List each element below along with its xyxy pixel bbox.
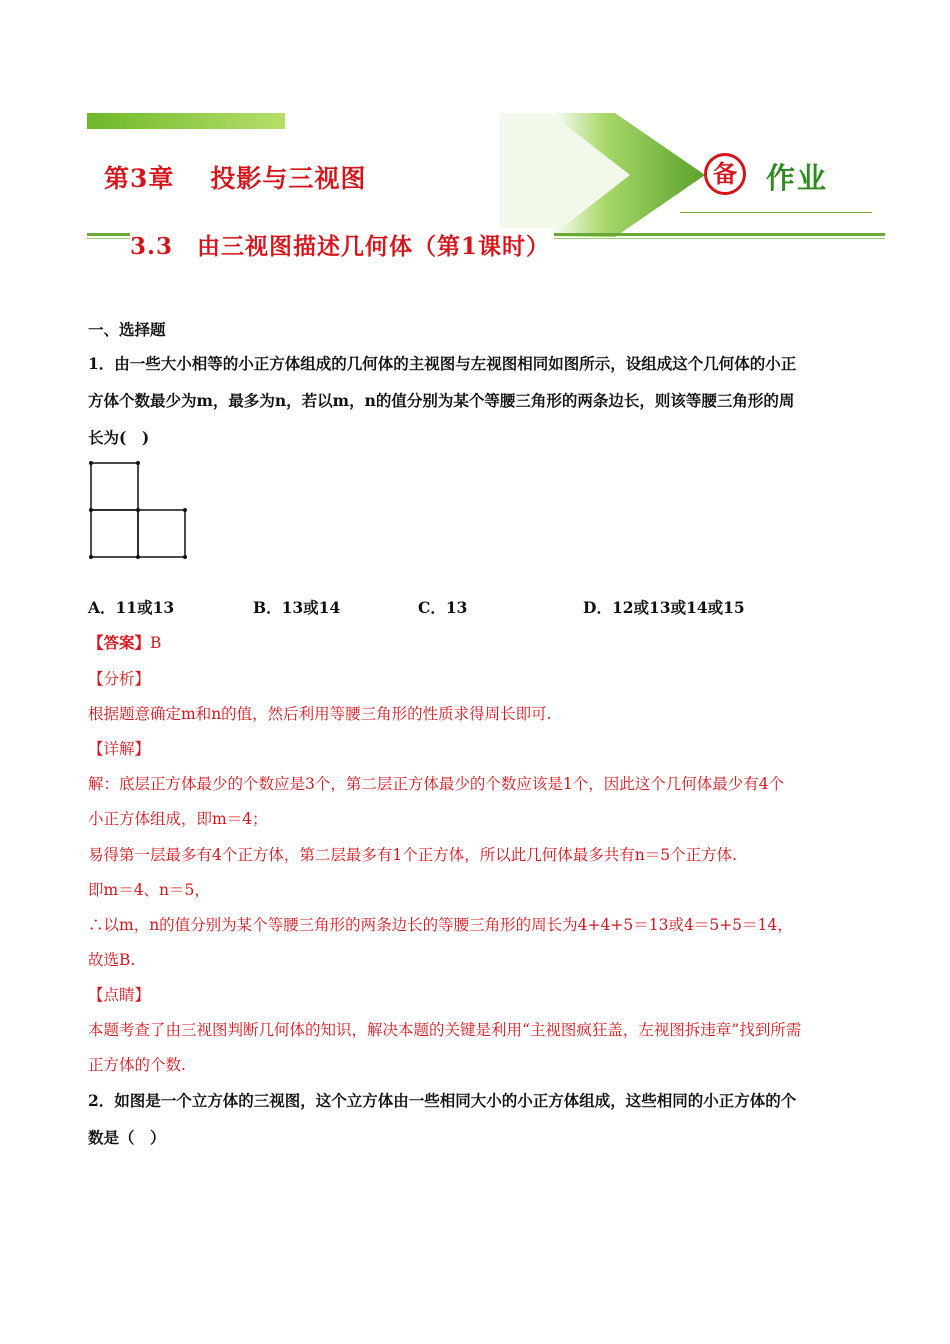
detail-line6: 故选B. [88, 951, 136, 969]
answer-label: 【答案】 [88, 633, 151, 652]
q2-stem-line2: 数是（ ） [88, 1128, 166, 1147]
detail-line2: 小正方体组成，即m＝4； [88, 810, 268, 828]
q2-stem-line1: 2．如图是一个立方体的三视图，这个立方体由一些相同大小的小正方体组成，这些相同的小正方体的个 [88, 1091, 797, 1110]
answer-value: B [150, 634, 162, 652]
chapter-heading [104, 159, 366, 195]
chapter-label: 第3章 [104, 164, 175, 193]
analysis-label: 【分析】 [88, 670, 151, 688]
comment-label: 【点睛】 [88, 986, 151, 1004]
detail-label: 【详解】 [88, 740, 151, 758]
q1-option-c: C．13 [418, 598, 468, 617]
header-thin-line [680, 212, 872, 213]
q1-stem-line1: 1．由一些大小相等的小正方体组成的几何体的主视图与左视图相同如图所示，设组成这个几何体的小正 [88, 354, 797, 373]
analysis-text: 根据题意确定m和n的值，然后利用等腰三角形的性质求得周长即可. [88, 705, 552, 723]
chevron-arrow-icon [420, 110, 710, 240]
q1-option-a: A．11或13 [88, 598, 175, 617]
header-green-bar [87, 113, 285, 129]
q1-option-d: D．12或13或14或15 [583, 598, 745, 617]
q1-answer [88, 631, 161, 653]
section-heading: 一、选择题 [88, 320, 166, 339]
l-shaped-grid-figure [86, 458, 192, 562]
detail-line5: ∴以m，n的值分别为某个等腰三角形的两条边长的等腰三角形的周长为4+4+5＝13或4＝5+5＝14， [88, 916, 793, 934]
homework-label: 作业 [766, 161, 829, 195]
chapter-title: 投影与三视图 [210, 164, 367, 193]
q1-option-b: B．13或14 [253, 598, 341, 617]
detail-line1: 解：底层正方体最少的个数应是3个，第二层正方体最少的个数应该是1个，因此这个几何体最少有4个 [88, 775, 785, 793]
detail-line3: 易得第一层最多有4个正方体，第二层最多有1个正方体，所以此几何体最多共有n＝5个正方体. [88, 846, 737, 864]
homework-badge-icon: 备 [704, 153, 746, 195]
q1-stem-line3: 长为( ) [88, 428, 150, 447]
detail-line4: 即m＝4、n＝5， [88, 881, 210, 899]
section-title: 3.3 由三视图描述几何体（第1课时） [130, 228, 554, 261]
comment-line1: 本题考查了由三视图判断几何体的知识，解决本题的关键是利用“主视图疯狂盖，左视图拆违章”找到所需 [88, 1021, 802, 1039]
comment-line2: 正方体的个数. [88, 1056, 186, 1074]
q1-stem-line2: 方体个数最少为m，最多为n，若以m，n的值分别为某个等腰三角形的两条边长，则该等腰三角形的周 [88, 391, 795, 410]
